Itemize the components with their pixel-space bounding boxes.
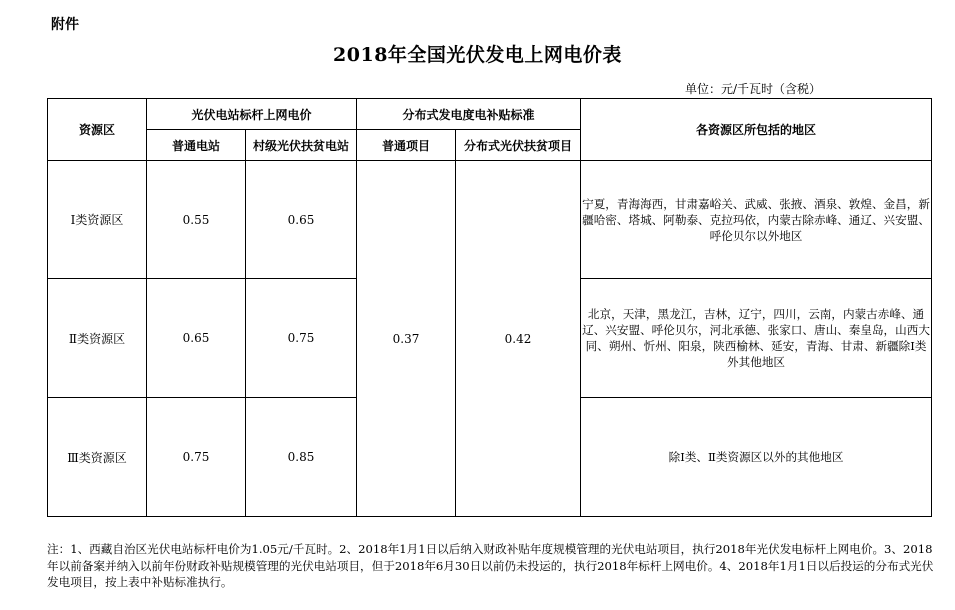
row-village-price: 0.75 <box>246 279 357 398</box>
row-normal-price: 0.75 <box>147 398 246 517</box>
attachment-label: 附件 <box>51 17 79 33</box>
table-row <box>48 161 932 279</box>
row-resource-name: Ⅲ类资源区 <box>48 398 147 517</box>
distributed-normal-value: 0.37 <box>357 161 456 517</box>
header-resource-area: 资源区 <box>48 99 147 161</box>
row-village-price: 0.65 <box>246 161 357 279</box>
row-areas: 北京，天津，黑龙江，吉林，辽宁，四川，云南，内蒙古赤峰、通辽、兴安盟、呼伦贝尔，河北承德、张家口、唐山、秦皇岛，山西大同、朔州、忻州、阳泉，陕西榆林、延安，青海、甘肃、新疆除Ⅰ类外其他地区 <box>581 279 932 398</box>
header-areas: 各资源区所包括的地区 <box>581 99 932 161</box>
header-normal-project: 普通项目 <box>357 130 456 161</box>
page-title: 2018年全国光伏发电上网电价表 <box>333 44 622 66</box>
row-village-price: 0.85 <box>246 398 357 517</box>
header-poverty-project: 分布式光伏扶贫项目 <box>456 130 581 161</box>
row-resource-name: Ⅱ类资源区 <box>48 279 147 398</box>
footnote: 注：1、西藏自治区光伏电站标杆电价为1.05元/千瓦时。2、2018年1月1日以后纳入财政补贴年度规模管理的光伏电站项目，执行2018年光伏发电标杆上网电价。3、2018年以前备案并纳入以前年份财政补贴规模管理的光伏电站项目，但于2018年6月30日以前仍未投运的，执行2018年标杆上网电价。4、2018年1月1日以后投运的分布式光伏发电项目，按上表中补贴标准执行。 <box>47 542 934 589</box>
header-normal-station: 普通电站 <box>147 130 246 161</box>
row-normal-price: 0.65 <box>147 279 246 398</box>
row-areas: 除Ⅰ类、Ⅱ类资源区以外的其他地区 <box>581 398 932 517</box>
header-distributed-subsidy: 分布式发电度电补贴标准 <box>357 99 581 130</box>
row-normal-price: 0.55 <box>147 161 246 279</box>
header-station-price: 光伏电站标杆上网电价 <box>147 99 357 130</box>
header-village-station: 村级光伏扶贫电站 <box>246 130 357 161</box>
unit-label: 单位：元/千瓦时（含税） <box>684 82 821 96</box>
table-header-row <box>48 99 932 130</box>
price-table <box>47 98 932 517</box>
distributed-poverty-value: 0.42 <box>456 161 581 517</box>
row-areas: 宁夏，青海海西，甘肃嘉峪关、武威、张掖、酒泉、敦煌、金昌，新疆哈密、塔城、阿勒泰、克拉玛依，内蒙古除赤峰、通辽、兴安盟、呼伦贝尔以外地区 <box>581 161 932 279</box>
row-resource-name: Ⅰ类资源区 <box>48 161 147 279</box>
